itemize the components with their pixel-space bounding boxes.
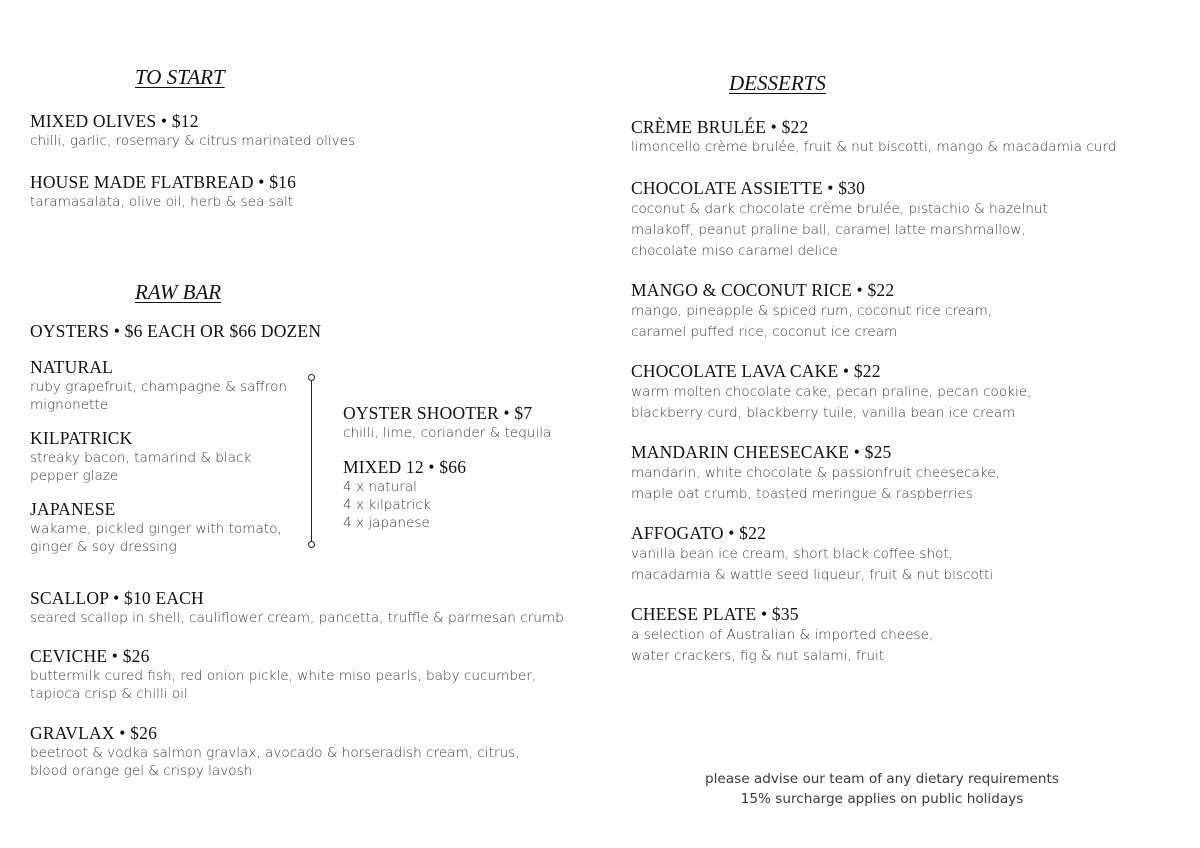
item-desc: beetroot & vodka salmon gravlax, avocado & horseradish cream, citrus, [30,745,520,761]
item-desc: buttermilk cured fish, red onion pickle, white miso pearls, baby cucumber, [30,668,537,684]
item-desc: limoncello crème brulée, fruit & nut biscotti, mango & macadamia curd [631,139,1117,155]
item-name: KILPATRICK [30,428,133,448]
item-desc: tapioca crisp & chilli oil [30,686,188,702]
menu-item-mixed-olives [30,110,355,151]
footer-notes [632,769,1132,809]
oyster-mixed-12 [343,456,466,532]
item-name: CHOCOLATE LAVA CAKE • $22 [631,361,881,381]
menu-item-scallop [30,587,564,628]
dessert-mandarin-cheesecake [631,441,1000,505]
item-name: HOUSE MADE FLATBREAD • $16 [30,172,297,192]
oyster-natural [30,356,287,414]
item-desc: mignonette [30,397,109,413]
item-name: CEVICHE • $26 [30,646,150,666]
item-name: NATURAL [30,357,114,377]
dessert-chocolate-lava-cake [631,360,1031,424]
item-name: MANGO & COCONUT RICE • $22 [631,280,895,300]
item-name: GRAVLAX • $26 [30,723,158,743]
dessert-cheese-plate [631,603,933,667]
dessert-affogato [631,522,993,586]
oyster-kilpatrick [30,427,251,485]
item-name: MANDARIN CHEESECAKE • $25 [631,442,892,462]
item-desc: pepper glaze [30,468,119,484]
item-name: MIXED OLIVES • $12 [30,111,199,131]
item-name: SCALLOP • $10 EACH [30,588,204,608]
item-desc: a selection of Australian & imported cheese, [631,627,934,643]
item-name: CHOCOLATE ASSIETTE • $30 [631,178,866,198]
item-desc: blackberry curd, blackberry tuile, vanilla bean ice cream [631,405,1016,421]
item-desc: malakoff, peanut praline ball, caramel latte marshmallow, [631,222,1026,238]
divider-top-dot [308,374,315,381]
raw-bar-heading: RAW BAR [135,280,222,304]
item-desc: taramasalata, olive oil, herb & sea salt [30,194,294,210]
item-desc: 4 x natural [343,479,417,495]
dessert-chocolate-assiette [631,177,1048,262]
item-desc: streaky bacon, tamarind & black [30,450,252,466]
item-desc: chilli, garlic, rosemary & citrus marinated olives [30,133,356,149]
oyster-shooter [343,402,551,443]
item-desc: ginger & soy dressing [30,539,177,555]
item-desc: blood orange gel & crispy lavosh [30,763,253,779]
item-desc: warm molten chocolate cake, pecan praline, pecan cookie, [631,384,1032,400]
oysters-price-line [30,320,321,342]
item-desc: wakame, pickled ginger with tomato, [30,521,282,537]
item-name: AFFOGATO • $22 [631,523,767,543]
menu-item-ceviche [30,645,536,703]
item-name: CHEESE PLATE • $35 [631,604,799,624]
item-name: JAPANESE [30,499,116,519]
item-desc: water crackers, fig & nut salami, fruit [631,648,885,664]
item-name: MIXED 12 • $66 [343,457,467,477]
item-desc: coconut & dark chocolate crème brulée, pistachio & hazelnut [631,201,1048,217]
menu-item-flatbread [30,171,296,212]
item-desc: seared scallop in shell, cauliflower cream, pancetta, truffle & parmesan crumb [30,610,564,626]
item-desc: 4 x japanese [343,515,430,531]
item-desc: ruby grapefruit, champagne & saffron [30,379,288,395]
item-name: OYSTER SHOOTER • $7 [343,403,533,423]
item-desc: caramel puffed rice, coconut ice cream [631,324,898,340]
oyster-japanese [30,498,282,556]
item-desc: macadamia & wattle seed liqueur, fruit & nut biscotti [631,567,994,583]
desserts-heading: DESSERTS [729,71,826,95]
item-name: OYSTERS • $6 EACH OR $66 DOZEN [30,321,322,341]
menu-item-gravlax [30,722,520,780]
item-desc: mandarin, white chocolate & passionfruit cheesecake, [631,465,1000,481]
oyster-divider-line [311,378,312,546]
dietary-note: please advise our team of any dietary requirements [705,771,1059,787]
item-desc: maple oat crumb, toasted meringue & raspberries [631,486,973,502]
item-desc: 4 x kilpatrick [343,497,431,513]
item-desc: chilli, lime, coriander & tequila [343,425,552,441]
surcharge-note: 15% surcharge applies on public holidays [740,791,1024,807]
to-start-heading: TO START [135,65,225,89]
item-desc: mango, pineapple & spiced rum, coconut rice cream, [631,303,993,319]
dessert-creme-brulee [631,116,1116,157]
item-name: CRÈME BRULÉE • $22 [631,117,809,137]
divider-bottom-dot [308,541,315,548]
item-desc: chocolate miso caramel delice [631,243,838,259]
dessert-mango-coconut-rice [631,279,992,343]
item-desc: vanilla bean ice cream, short black coffee shot, [631,546,954,562]
